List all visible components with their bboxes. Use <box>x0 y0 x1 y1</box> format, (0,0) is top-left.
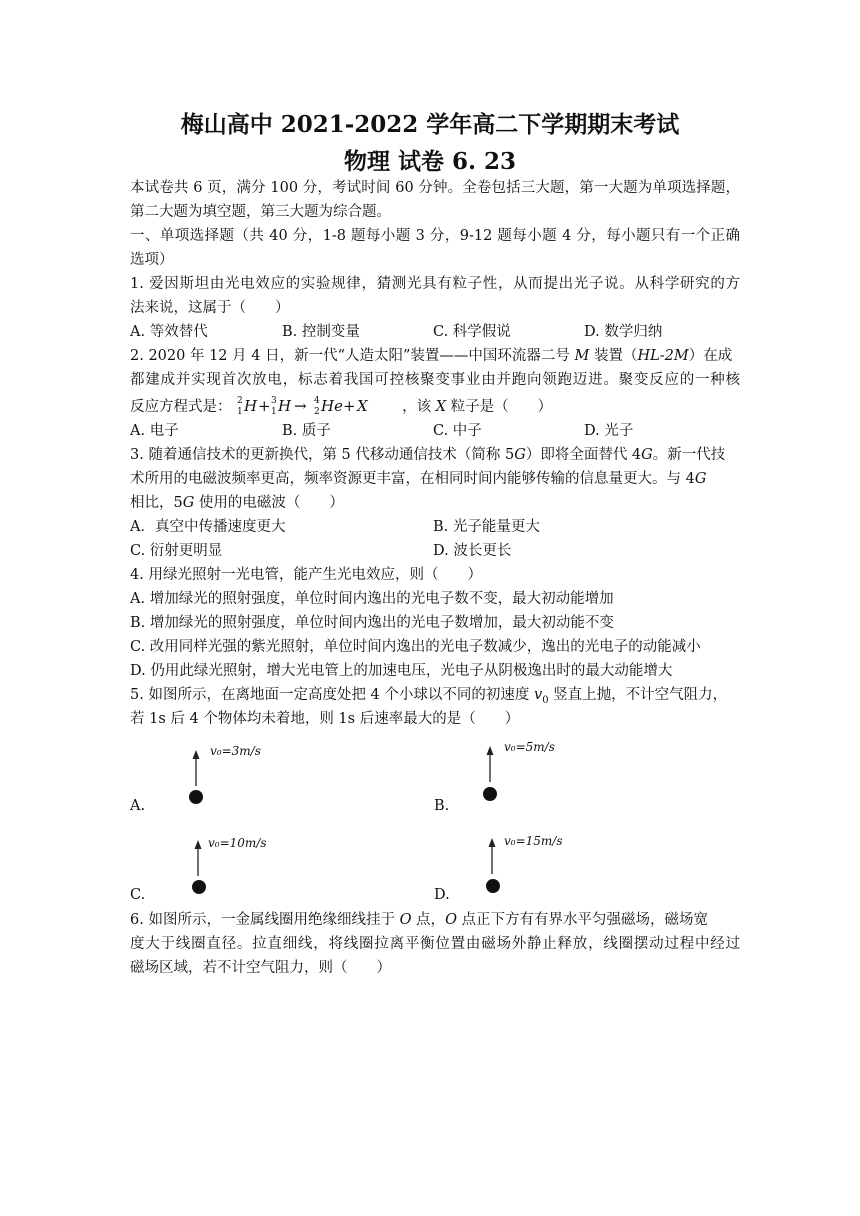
q3-text: 3. 随着通信技术的更新换代，第 5 代移动通信技术（简称 5 <box>130 447 515 463</box>
q1-option-a: A. 等效替代 <box>130 324 208 340</box>
svg-text:+: + <box>343 397 356 415</box>
q2-text: ，该 <box>402 399 436 415</box>
q4-stem: 4. 用绿光照射一光电管，能产生光电效应，则（ ） <box>130 567 482 583</box>
q3-g: G <box>641 447 653 463</box>
velocity-label-a: v₀=3m/s <box>210 744 261 758</box>
q5-text: 竖直上抛，不计空气阻力， <box>548 687 728 703</box>
svg-text:+: + <box>258 397 271 415</box>
q2-option-c: C. 中子 <box>433 423 482 439</box>
q6-text: 6. 如图所示，一金属线圈用绝缘细线挂于 <box>130 912 400 928</box>
q3-text: 相比，5 <box>130 495 183 511</box>
exam-title: 梅山高中 2021-2022 学年高二下学期期末考试 <box>180 111 680 138</box>
q2-text: 装置（ <box>589 348 638 364</box>
q3-option-b: B. 光子能量更大 <box>433 519 540 535</box>
q2-m: M <box>574 348 590 364</box>
svg-text:2: 2 <box>314 407 320 417</box>
q6-o: O <box>399 912 412 928</box>
nuclear-equation <box>236 394 402 418</box>
q6-text: 点正下方有有界水平匀强磁场，磁场宽 <box>456 912 709 928</box>
q3-stem-line-1 <box>130 445 740 465</box>
q3-stem-line-3 <box>130 493 740 513</box>
intro-line-1: 本试卷共 6 页，满分 100 分，考试时间 60 分钟。全卷包括三大题，第一大题为单项选择题， <box>130 180 740 196</box>
svg-text:1: 1 <box>271 407 277 417</box>
v0-symbol: $v_0$ <box>534 687 549 706</box>
q5-text: 5. 如图所示，在离地面一定高度处把 4 个小球以不同的初速度 <box>130 687 534 703</box>
q2-option-d: D. 光子 <box>584 423 634 439</box>
q5-option-b-label: B. <box>434 798 450 814</box>
q3-text: 使用的电磁波（ ） <box>194 495 344 511</box>
q5-option-a-label: A. <box>130 798 146 814</box>
q5-option-c-label: C. <box>130 887 146 903</box>
q5-stem-line-1 <box>130 685 740 711</box>
q3-option-a: A．真空中传播速度更大 <box>130 519 286 535</box>
q2-stem-line-2: 都建成并实现首次放电，标志着我国可控核聚变事业由并跑向领跑迈进。聚变反应的一种核 <box>130 372 740 388</box>
svg-text:He: He <box>321 397 344 415</box>
q1-stem-line-1: 1. 爱因斯坦由光电效应的实验规律，猜测光具有粒子性，从而提出光子说。从科学研究的方 <box>130 276 740 292</box>
q3-option-d: D. 波长更长 <box>433 543 512 559</box>
q5-figure-a <box>186 742 296 814</box>
velocity-label-b: v₀=5m/s <box>504 740 555 754</box>
velocity-label-d: v₀=15m/s <box>504 834 563 848</box>
q4-option-d: D. 仍用此绿光照射，增大光电管上的加速电压，光电子从阴极逸出时的最大动能增大 <box>130 663 673 679</box>
q6-o: O <box>445 912 457 928</box>
q3-text: 术所用的电磁波频率更高，频率资源更丰富，在相同时间内能够传输的信息量更大。与 4 <box>130 471 695 487</box>
q1-stem-line-2: 法来说，这属于（ ） <box>130 300 290 316</box>
q3-g: G <box>182 495 195 511</box>
q2-option-a: A. 电子 <box>130 423 179 439</box>
section-1-heading-cont: 选项） <box>130 252 174 268</box>
velocity-label-c: v₀=10m/s <box>208 836 267 850</box>
q4-option-b: B. 增加绿光的照射强度，单位时间内逸出的光电子数增加，最大初动能不变 <box>130 615 614 631</box>
q2-text: 2. 2020 年 12 月 4 日，新一代“人造太阳”装置——中国环流器二号 <box>130 348 575 364</box>
q2-x: X <box>435 399 447 415</box>
svg-text:H: H <box>244 397 258 415</box>
svg-text:2: 2 <box>237 396 243 406</box>
q4-option-c: C. 改用同样光强的紫光照射，单位时间内逸出的光电子数减少，逸出的光电子的动能减小 <box>130 639 701 655</box>
q3-g: G <box>694 471 707 487</box>
svg-text:H: H <box>278 397 292 415</box>
svg-text:1: 1 <box>237 407 243 417</box>
q4-option-a: A. 增加绿光的照射强度，单位时间内逸出的光电子数不变，最大初动能增加 <box>130 591 614 607</box>
q2-text: 粒子是（ ） <box>446 399 553 415</box>
q6-stem-line-3: 磁场区域，若不计空气阻力，则（ ） <box>130 960 391 976</box>
q6-stem-line-1 <box>130 910 740 930</box>
q3-g: G <box>514 447 526 463</box>
q5-figure-b <box>480 738 590 810</box>
q6-text: 点， <box>411 912 446 928</box>
q5-option-d-label: D. <box>434 887 450 903</box>
q2-option-b: B. 质子 <box>282 423 331 439</box>
q3-stem-line-2 <box>130 469 740 489</box>
q2-text: 反应方程式是： <box>130 399 232 415</box>
q3-text: 。新一代技 <box>652 447 726 463</box>
svg-text:X: X <box>357 397 368 415</box>
q3-option-c: C. 衍射更明显 <box>130 543 223 559</box>
svg-text:3: 3 <box>271 396 277 406</box>
intro-line-2: 第二大题为填空题，第三大题为综合题。 <box>130 204 391 220</box>
q3-text: ）即将全面替代 4 <box>525 447 642 463</box>
q5-stem-line-2: 若 1s 后 4 个物体均未着地，则 1s 后速率最大的是（ ） <box>130 711 520 727</box>
q1-option-d: D. 数学归纳 <box>584 324 663 340</box>
section-1-heading: 一、单项选择题（共 40 分，1-8 题每小题 3 分，9-12 题每小题 4 分，每小题只有一个正确 <box>130 228 740 244</box>
q6-stem-line-2: 度大于线圈直径。拉直细线，将线圈拉离平衡位置由磁场外静止释放，线圈摆动过程中经过 <box>130 936 740 952</box>
exam-subtitle: 物理 试卷 6. 23 <box>343 148 517 175</box>
q5-figure-d <box>482 830 592 902</box>
q2-stem-line-3 <box>130 394 740 418</box>
q2-stem-line-1 <box>130 346 740 366</box>
svg-text:4: 4 <box>314 396 320 406</box>
q2-hl2m: HL-2M <box>637 348 689 364</box>
q1-option-c: C. 科学假说 <box>433 324 511 340</box>
q5-figure-c <box>188 832 298 904</box>
q1-option-b: B. 控制变量 <box>282 324 360 340</box>
svg-text:→: → <box>294 397 307 415</box>
q2-text: ）在成 <box>688 348 733 364</box>
